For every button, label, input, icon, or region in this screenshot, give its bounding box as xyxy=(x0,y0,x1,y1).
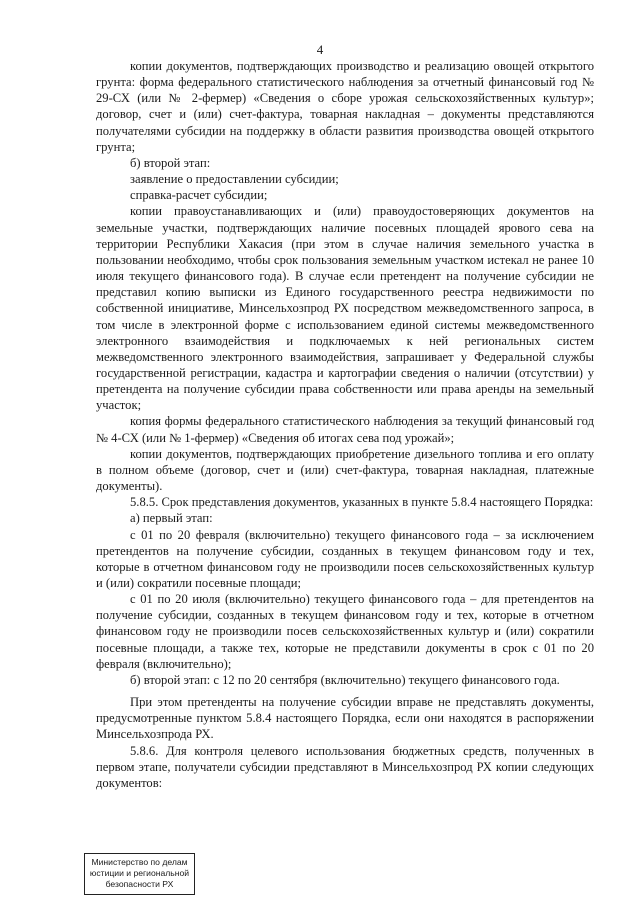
paragraph-second-stage: б) второй этап: xyxy=(130,155,211,170)
paragraph-land-docs: копии правоустанавливающих и (или) правоудостоверяющих документов на земельные участки, подтверждающих наличие посевных площадей ярового сева на территории Республики Хакасия (при этом в случае наличия земельного участка в пользовании необходимо, чтобы срок пользования земельным участком истекал не ранее 10 июля текущего финансового года). В случае если претендент на получение субсидии не представил копию выписки из Единого государственного реестра недвижимости по собственной инициативе, Минсельхозпрод РХ посредством межведомственного запроса, в том числе в электронной форме с использованием единой системы межведомственного электронного взаимодействия и подключаемых к ней региональных систем межведомственного электронного взаимодействия, запрашивает у Федеральной службы государственной регистрации, кадастра и картографии сведения о наличии (отсутствии) у претендента на получение субсидии права собственности или права аренды на земельный участок; xyxy=(96,204,594,413)
paragraph-stat-form: копия формы федерального статистического наблюдения за текущий финансовый год № 4-СХ (или № 1-фермер) «Сведения об итогах сева под урожай»; xyxy=(96,414,594,445)
paragraph-february-term: с 01 по 20 февраля (включительно) текущего финансового года – за исключением претендентов на получение субсидии, созданных в текущем финансовом году и тех, которые в отчетном финансовом году не производили посев сельскохозяйственных культур и (или) сократили посевные площади; xyxy=(96,527,594,590)
paragraph-september-term: б) второй этап: с 12 по 20 сентября (включительно) текущего финансового года. xyxy=(130,672,560,687)
paragraph-vegetable-docs: копии документов, подтверждающих производство и реализацию овощей открытого грунта: форма федерального статистического наблюдения за отчетный финансовый год № 29-СХ (или № 2-фермер) «Сведения о сборе урожая сельскохозяйственных культур»; договор, счет и (или) счет-фактура, товарная накладная – документы представляются получателями субсидии на поддержку в области развития производства овощей открытого грунта; xyxy=(96,59,594,154)
stamp-line: юстиции и региональной xyxy=(89,868,190,878)
ministry-stamp xyxy=(84,853,195,895)
paragraph-calculation: справка-расчет субсидии; xyxy=(130,188,268,203)
stamp-line: Министерство по делам xyxy=(91,857,188,867)
stamp-line: безопасности РХ xyxy=(105,879,174,889)
paragraph-optional-docs: При этом претенденты на получение субсидии вправе не представлять документы, предусмотренные пунктом 5.8.4 настоящего Порядка, если они находятся в распоряжении Минсельхозпрода РХ. xyxy=(96,695,594,742)
page-number: 4 xyxy=(316,42,324,57)
paragraph-july-term: с 01 по 20 июля (включительно) текущего финансового года – для претендентов на получение субсидии, созданных в текущем финансовом году и тех, которые в отчетном финансовом году не производили посев сельскохозяйственных культур и (или) сократили посевные площади, а также тех, которые не представили документы в срок с 01 по 20 февраля (включительно); xyxy=(96,592,594,671)
paragraph-5-8-5: 5.8.5. Срок представления документов, указанных в пункте 5.8.4 настоящего Порядка: xyxy=(130,495,594,510)
paragraph-first-stage: а) первый этап: xyxy=(130,511,213,526)
document-body xyxy=(96,58,594,791)
paragraph-application: заявление о предоставлении субсидии; xyxy=(130,172,339,187)
paragraph-diesel-docs: копии документов, подтверждающих приобретение дизельного топлива и его оплату в полном объеме (договор, счет и (или) счет-фактура, товарная накладная, платежные документы). xyxy=(96,446,594,494)
paragraph-5-8-6: 5.8.6. Для контроля целевого использования бюджетных средств, полученных в первом этапе, получатели субсидии представляют в Минсельхозпрод РХ копии следующих документов: xyxy=(96,743,594,790)
